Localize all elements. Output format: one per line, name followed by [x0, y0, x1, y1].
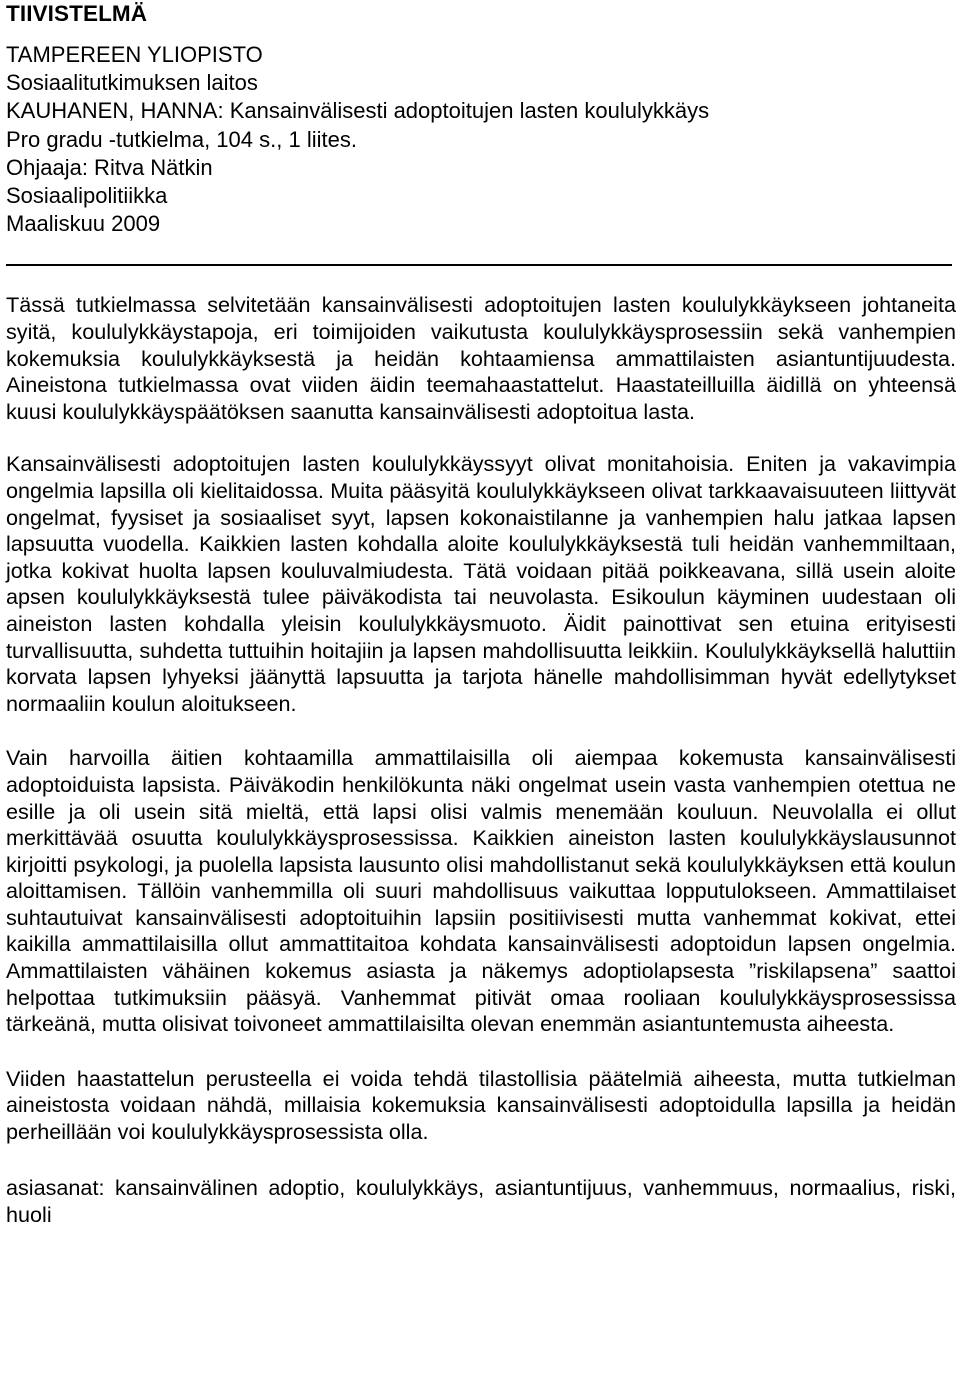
abstract-paragraph-1: Tässä tutkielmassa selvitetään kansainvälisesti adoptoitujen lasten koululykkäykseen johtaneita syitä, koululykkäystapoja, eri toimijoiden vaikutusta koululykkäysprosessiin sekä vanhempien kokemuksia koululykkäyksestä ja heidän kohtaamiensa ammattilaisten asiantuntijuudesta. Aineistona tutkielmassa ovat viiden äidin teemahaastattelut. Haastateilluilla äidillä on yhteensä kuusi koululykkäyspäätöksen saanutta kansainvälisesti adoptoitua lasta.	[6, 292, 956, 424]
department-name: Sosiaalitutkimuksen laitos	[6, 70, 258, 96]
university-name: TAMPEREEN YLIOPISTO	[6, 42, 263, 67]
subject: Sosiaalipolitiikka	[6, 183, 168, 209]
horizontal-divider	[6, 264, 952, 266]
thesis-info: Pro gradu -tutkielma, 104 s., 1 liites.	[6, 126, 357, 152]
supervisor: Ohjaaja: Ritva Nätkin	[6, 154, 213, 180]
document-page	[6, 0, 956, 1228]
abstract-paragraph-2: Kansainvälisesti adoptoitujen lasten koululykkäyssyyt olivat monitahoisia. Eniten ja vakavimpia ongelmia lapsilla oli kielitaidossa. Muita pääsyitä koululykkäykseen olivat tarkkaavaisuuteen liittyvät ongelmat, fyysiset ja sosiaaliset syyt, lapsen kokonaistilanne ja vanhempien halu jatkaa lapsen lapsuutta vuodella. Kaikkien lasten kohdalla aloite koululykkäyksestä tuli heidän vanhemmiltaan, jotka kokivat huolta lapsen kouluvalmiudesta. Tätä voidaan pitää poikkeavana, sillä usein aloite apsen koululykkäyksestä tulee päiväkodista tai neuvolasta. Esikoulun käyminen uudestaan oli aineiston lasten kohdalla yleisin koululykkäysmuoto. Äidit painottivat sen etuina erityisesti turvallisuutta, suhdetta tuttuihin hoitajiin ja lapsen mahdollisuutta leikkiin. Koululykkäyksellä haluttiin korvata lapsen lyhyeksi jäänyttä lapsuutta ja tarjota hänelle mahdollisimman hyvät edellytykset normaaliin koulun aloitukseen.	[6, 451, 956, 716]
keywords: asiasanat: kansainvälinen adoptio, koululykkäys, asiantuntijuus, vanhemmuus, normaalius, riski, huoli	[6, 1174, 956, 1227]
page-title: TIIVISTELMÄ	[6, 1, 148, 26]
abstract-paragraph-4: Viiden haastattelun perusteella ei voida tehdä tilastollisia päätelmiä aiheesta, mutta tutkielman aineistosta voidaan nähdä, millaisia kokemuksia kansainvälisesti adoptoidulla lapsilla ja heidän perheillään voi koululykkäysprosessista olla.	[6, 1065, 956, 1145]
abstract-paragraph-3: Vain harvoilla äitien kohtaamilla ammattilaisilla oli aiempaa kokemusta kansainvälisesti adoptoiduista lapsista. Päiväkodin henkilökunta näki ongelmat usein vasta vanhempien otettua ne esille ja oli usein sitä mieltä, että lapsi olisi valmis menemään kouluun. Neuvolalla ei ollut merkittävää osuutta koululykkäysprosessissa. Kaikkien aineiston lasten koululykkäyslausunnot kirjoitti psykologi, ja puolella lapsista lausunto olisi mahdollistanut sekä koululykkäyksen että koulun aloittamisen. Tällöin vanhemmilla oli suuri mahdollisuus vaikuttaa lopputulokseen. Ammattilaiset suhtautuivat kansainvälisesti adoptoituihin lapsiin positiivisesti mutta vanhemmat kokivat, ettei kaikilla ammattilaisilla ollut ammattitaitoa kohdata kansainvälisesti adoptoidun lapsen ongelmia. Ammattilaisten vähäinen kokemus asiasta ja näkemys adoptiolapsesta ”riskilapsena” saattoi helpottaa tutkimuksiin pääsyä. Vanhemmat pitivät omaa rooliaan koululykkäysprosessissa tärkeänä, mutta olisivat toivoneet ammattilaisilta olevan enemmän asiantuntemusta aiheesta.	[6, 745, 956, 1037]
author-and-title: KAUHANEN, HANNA: Kansainvälisesti adoptoitujen lasten koululykkäys	[6, 98, 710, 124]
date: Maaliskuu 2009	[6, 211, 161, 237]
thesis-metadata	[6, 41, 956, 238]
abstract-body	[6, 292, 956, 1227]
